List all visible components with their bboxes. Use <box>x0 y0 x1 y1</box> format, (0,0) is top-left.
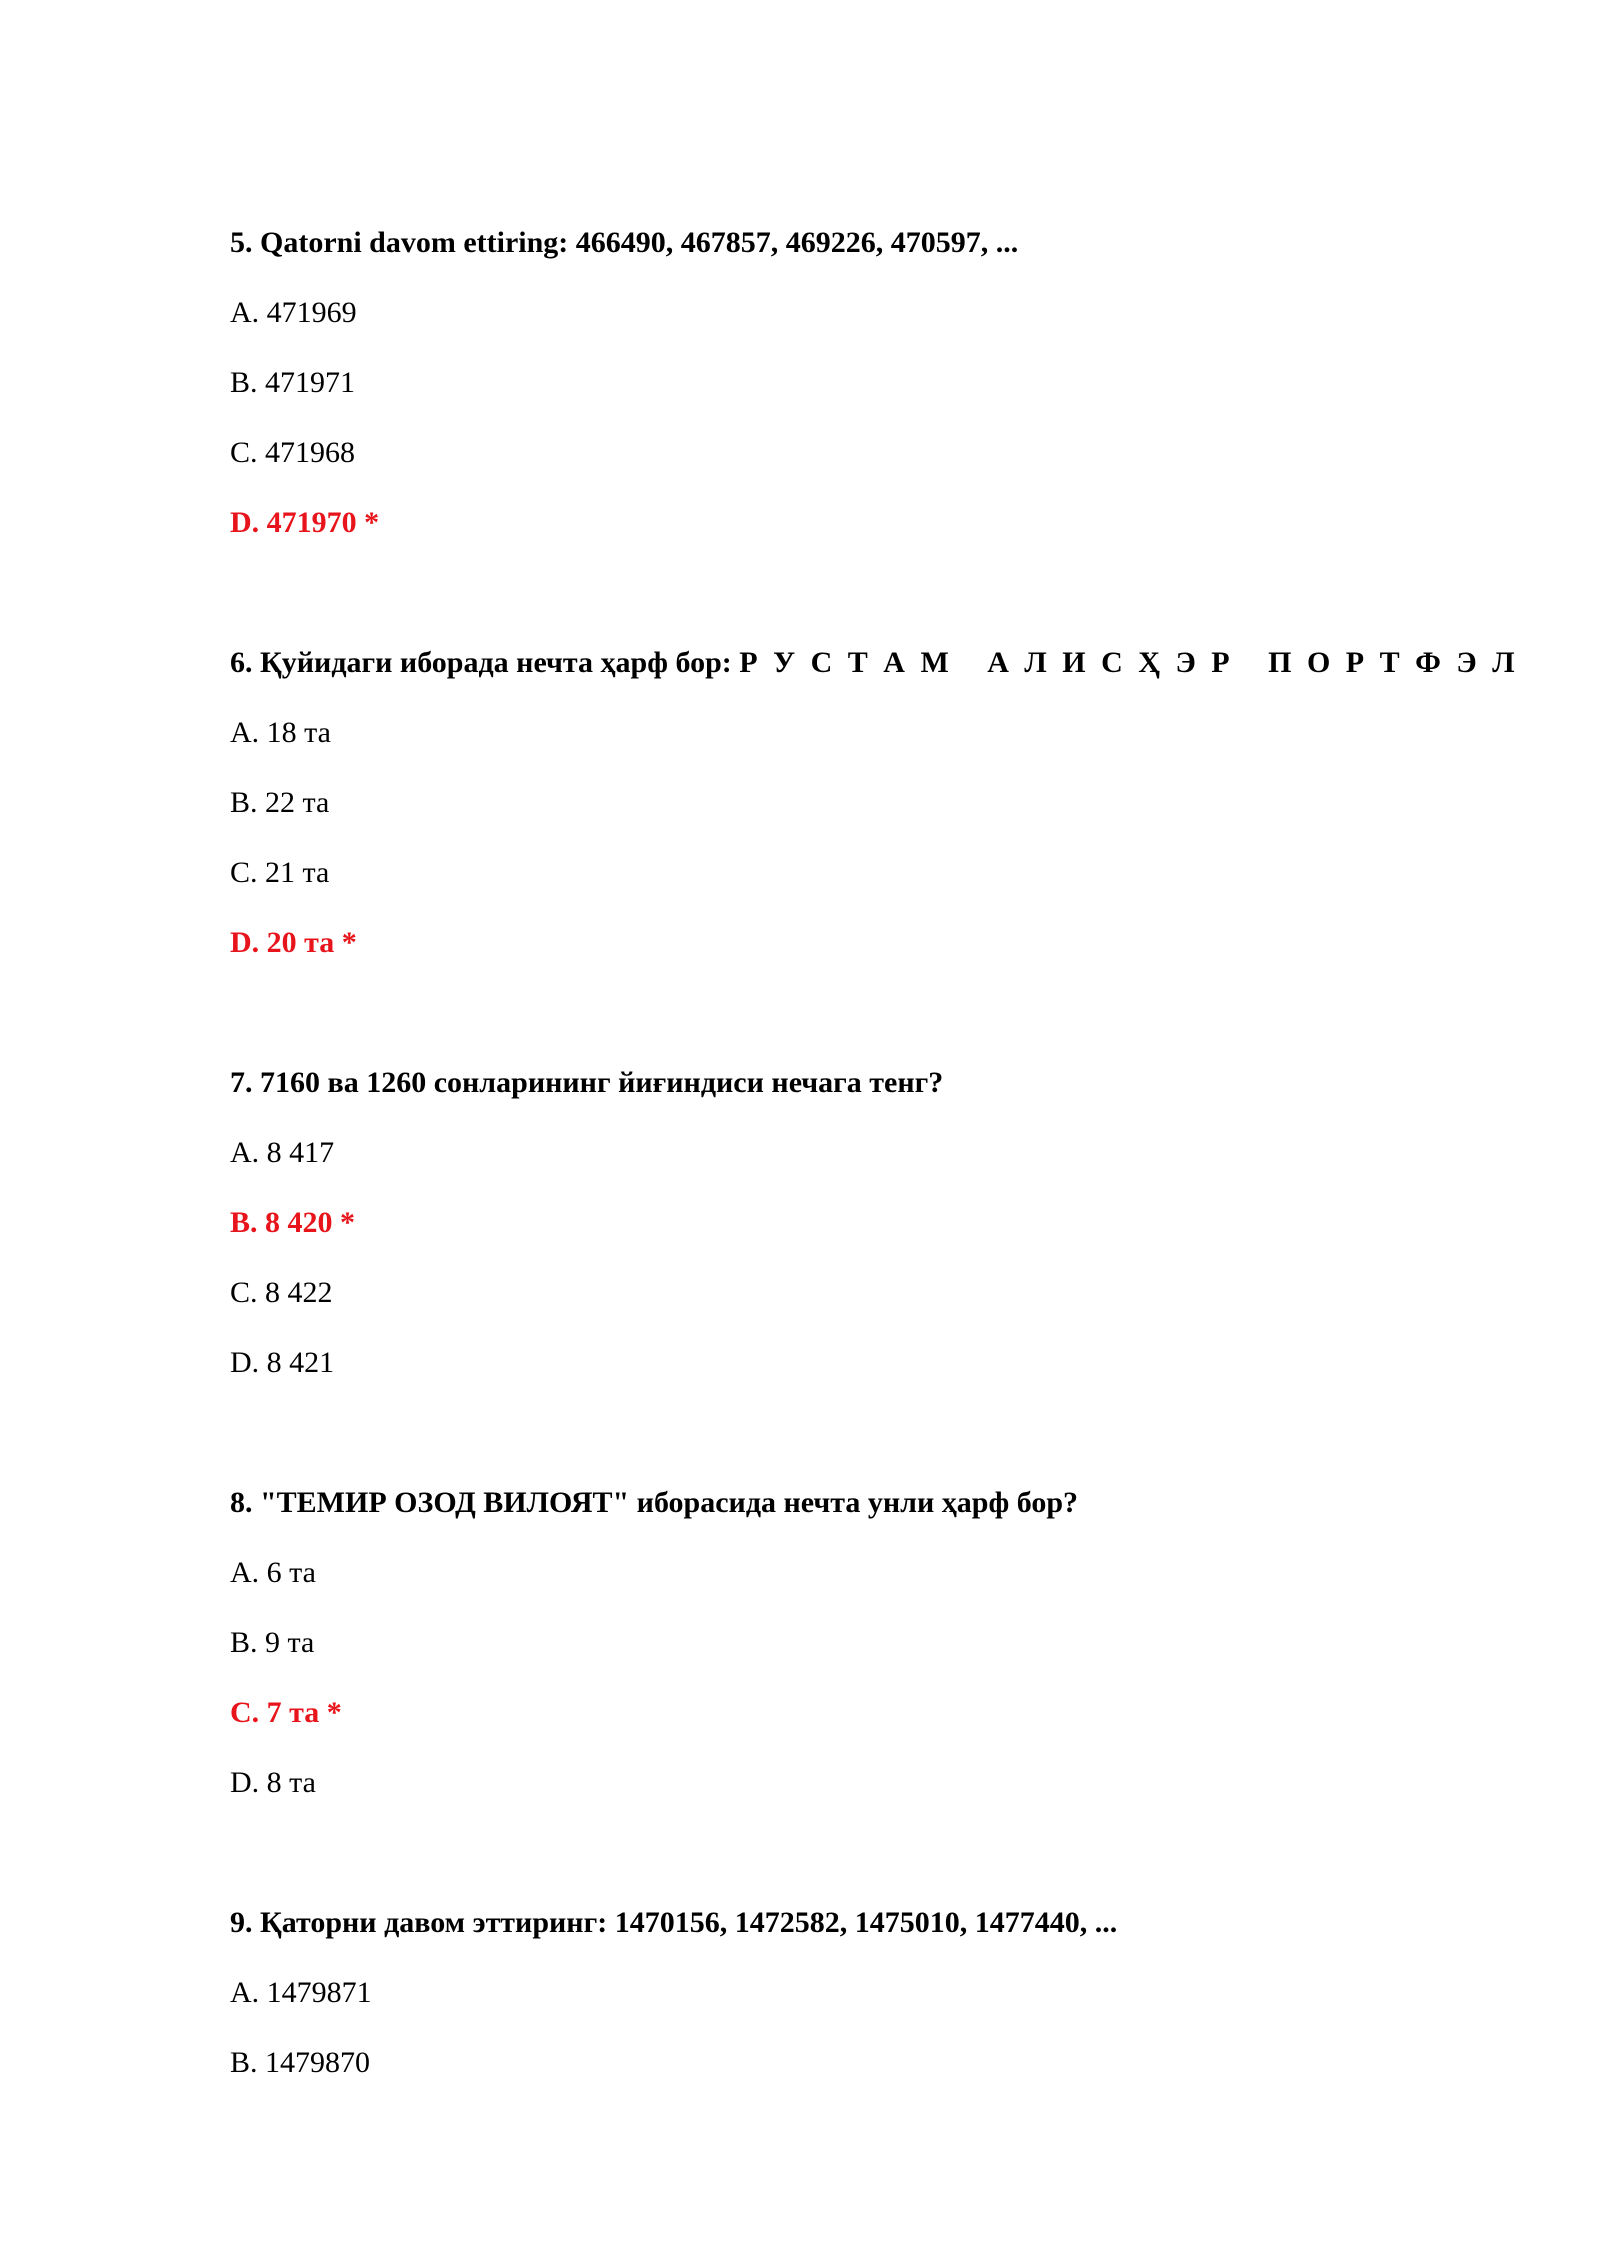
option-c-correct: C. 7 та * <box>230 1696 342 1729</box>
option-b: B. 471971 <box>230 366 356 399</box>
spacer <box>230 568 1530 638</box>
option-c: C. 8 422 <box>230 1276 333 1309</box>
option-a: A. 18 та <box>230 716 331 749</box>
question-spaced-phrase: Р У С Т А М А Л И С Ҳ Э Р П О Р Т Ф Э Л <box>739 646 1519 679</box>
option-b: B. 22 та <box>230 786 330 819</box>
question-text: 9. Қаторни давом эттиринг: 1470156, 1472582, 1475010, 1477440, ... <box>230 1906 1118 1939</box>
question-5 <box>230 218 1530 548</box>
question-prefix: 6. Қуйидаги иборада нечта ҳарф бор: <box>230 646 732 679</box>
question-text <box>230 638 1530 688</box>
spacer <box>230 988 1530 1058</box>
question-7 <box>230 1058 1530 1388</box>
option-b: B. 9 та <box>230 1626 315 1659</box>
question-text: 5. Qatorni davom ettiring: 466490, 467857, 469226, 470597, ... <box>230 226 1019 259</box>
option-d: D. 8 421 <box>230 1346 335 1379</box>
question-6 <box>230 638 1530 968</box>
option-b: B. 1479870 <box>230 2046 371 2079</box>
option-b-correct: B. 8 420 * <box>230 1206 356 1239</box>
spacer <box>230 1828 1530 1898</box>
spacer <box>230 1408 1530 1478</box>
option-a: A. 1479871 <box>230 1976 372 2009</box>
option-d-correct: D. 471970 * <box>230 506 380 539</box>
option-d: D. 8 та <box>230 1766 316 1799</box>
option-a: A. 471969 <box>230 296 357 329</box>
question-9 <box>230 1898 1530 2088</box>
question-8 <box>230 1478 1530 1808</box>
document-page <box>230 218 1530 2108</box>
option-c: C. 471968 <box>230 436 356 469</box>
question-text: 8. "ТЕМИР ОЗОД ВИЛОЯТ" иборасида нечта унли ҳарф бор? <box>230 1486 1079 1519</box>
option-a: A. 8 417 <box>230 1136 335 1169</box>
option-a: A. 6 та <box>230 1556 316 1589</box>
question-text: 7. 7160 ва 1260 сонларининг йиғиндиси нечага тенг? <box>230 1066 944 1099</box>
option-d-correct: D. 20 та * <box>230 926 357 959</box>
option-c: C. 21 та <box>230 856 330 889</box>
